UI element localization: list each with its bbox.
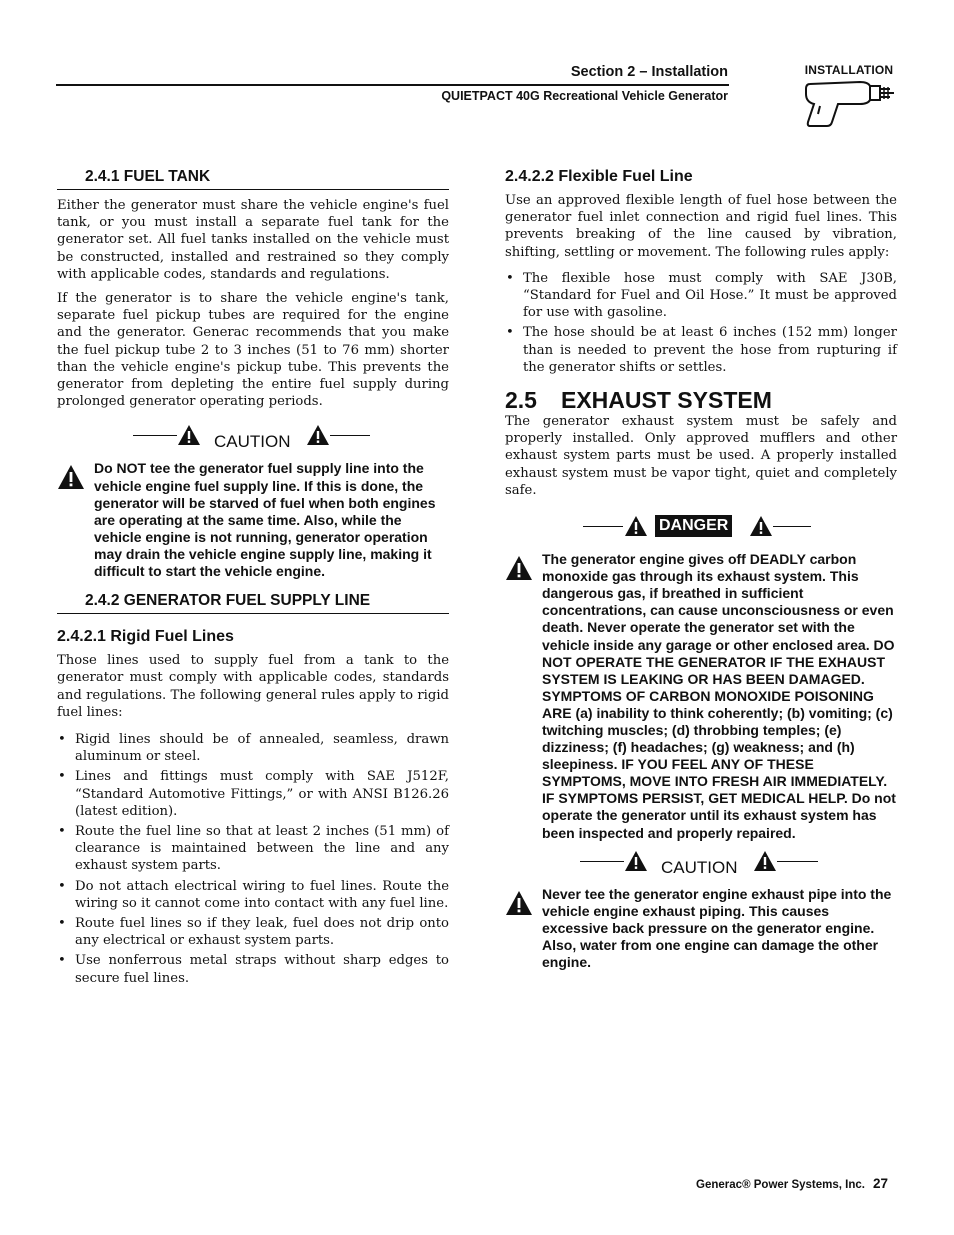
list-item: • Use nonferrous metal straps without sharp edges to secure fuel lines. xyxy=(57,952,449,986)
fuel-tank-paragraph-2: If the generator is to share the vehicle engine's tank, separate fuel pickup tubes are required for the engine and the generator. Generac recommends that you make the fuel pickup tube 2 to 3 inches (51 to 76 mm) shorter than the vehicle engine's pickup tube. This prevents the generator from depleting the entire fuel supply during prolonged generator operating periods. xyxy=(57,291,449,410)
flexible-paragraph: Use an approved flexible length of fuel hose between the generator fuel inlet connection and rigid fuel lines. This prevents breaking of the line caused by vibration, shifting, settling or movement. The following rules apply: xyxy=(505,193,897,260)
caution-exhaust-tee xyxy=(505,886,897,971)
list-item: • The flexible hose must comply with SAE J30B, “Standard for Fuel and Oil Hose.” It must be approved for use with gasoline. xyxy=(505,270,897,322)
heading-supply-line: 2.4.2 GENERATOR FUEL SUPPLY LINE xyxy=(57,592,449,614)
warning-triangle-icon xyxy=(753,850,777,872)
running-header-product: QUIETPACT 40G Recreational Vehicle Generator xyxy=(441,89,728,103)
caution-label: CAUTION xyxy=(661,857,738,877)
list-item: • Route fuel lines so if they leak, fuel does not drip onto any electrical or exhaust system parts. xyxy=(57,915,449,949)
warning-triangle-icon xyxy=(624,515,648,537)
list-item: • Route the fuel line so that at least 2 inches (51 mm) of clearance is maintained between the line and any exhaust system parts. xyxy=(57,823,449,875)
caution-text: Do NOT tee the generator fuel supply line into the vehicle engine fuel supply line. If this is done, the generator will be starved of fuel when both engines are operating at the same time. Also, while the vehicle engine is not running, generator operation may drain the vehicle engine supply line, making it difficult to start the vehicle engine. xyxy=(94,460,436,579)
flexible-list xyxy=(505,270,897,376)
exhaust-paragraph: The generator exhaust system must be safely and properly installed. Only approved mufflers and other exhaust system parts must be used. A properly installed exhaust system must be vapor tight, quiet and completely safe. xyxy=(505,414,897,498)
caution-label: CAUTION xyxy=(214,432,291,452)
warning-triangle-icon xyxy=(505,555,533,581)
list-item: • Lines and fittings must comply with SAE J512F, “Standard Automotive Fittings,” or with ANSI B126.26 (latest edition). xyxy=(57,768,449,820)
heading-flexible-fuel-line: 2.4.2.2 Flexible Fuel Line xyxy=(505,168,693,185)
danger-signal-word xyxy=(505,515,897,549)
caution-text: Never tee the generator engine exhaust pipe into the vehicle engine exhaust piping. This causes excessive back pressure on the generator engine. Also, water from one engine can damage the other engine. xyxy=(542,885,892,971)
danger-label: DANGER xyxy=(655,515,732,537)
heading-exhaust-system xyxy=(505,388,897,413)
drill-icon xyxy=(798,76,898,128)
left-column xyxy=(57,168,449,995)
danger-carbon-monoxide xyxy=(505,551,897,842)
page-footer xyxy=(560,1176,888,1191)
section-tab-label: INSTALLATION xyxy=(804,63,894,77)
list-item: • The hose should be at least 6 inches (152 mm) longer than is needed to prevent the hose from rupturing if the generator shifts or settles. xyxy=(505,324,897,376)
warning-triangle-icon xyxy=(57,464,85,490)
right-column xyxy=(505,168,897,979)
warning-triangle-icon xyxy=(749,515,773,537)
warning-triangle-icon xyxy=(177,424,201,446)
page-number: 27 xyxy=(872,1176,888,1191)
heading-fuel-tank: 2.4.1 FUEL TANK xyxy=(57,168,449,190)
rigid-lines-list xyxy=(57,731,449,987)
section-title: EXHAUST SYSTEM xyxy=(561,387,772,414)
warning-triangle-icon xyxy=(505,890,533,916)
rigid-lines-paragraph: Those lines used to supply fuel from a tank to the generator must comply with applicable codes, standards and regulations. The following general rules apply to rigid fuel lines: xyxy=(57,653,449,720)
section-number: 2.5 xyxy=(505,387,537,414)
warning-triangle-icon xyxy=(306,424,330,446)
footer-company: Generac® Power Systems, Inc. xyxy=(696,1179,865,1191)
caution-signal-word xyxy=(505,850,897,884)
list-item: • Rigid lines should be of annealed, seamless, drawn aluminum or steel. xyxy=(57,731,449,765)
list-item: • Do not attach electrical wiring to fuel lines. Route the wiring so it cannot come into contact with any fuel line. xyxy=(57,878,449,912)
heading-rigid-fuel-lines: 2.4.2.1 Rigid Fuel Lines xyxy=(57,628,234,646)
caution-fuel-tee xyxy=(57,460,449,580)
caution-signal-word xyxy=(57,424,449,458)
header-rule xyxy=(56,84,729,86)
danger-text: The generator engine gives off DEADLY carbon monoxide gas through its exhaust system. This dangerous gas, if breathed in sufficient concentrations, can cause unconsciousness or even death. Never operate the generator set with the vehicle inside any garage or other enclosed area. DO NOT OPERATE THE GENERATOR IF THE EXHAUST SYSTEM IS LEAKING OR HAS BEEN DAMAGED. SYMPTOMS OF CARBON MONOXIDE POISONING ARE (a) inability to think coherently; (b) vomiting; (c) twitching muscles; (d) throbbing temples; (e) dizziness; (f) headaches; (g) weakness; and (h) sleepiness. IF YOU FEEL ANY OF THESE SYMPTOMS, MOVE INTO FRESH AIR IMMEDIATELY. IF SYMPTOMS PERSIST, GET MEDICAL HELP. Do not operate the generator until its exhaust system has been inspected and properly repaired. xyxy=(542,551,896,841)
running-header-section: Section 2 – Installation xyxy=(570,64,728,80)
fuel-tank-paragraph-1: Either the generator must share the vehicle engine's fuel tank, or you must install a separate fuel tank for the generator set. All fuel tanks installed on the vehicle must be constructed, installed and restrained so they comply with applicable codes, standards and regulations. xyxy=(57,198,449,282)
warning-triangle-icon xyxy=(624,850,648,872)
